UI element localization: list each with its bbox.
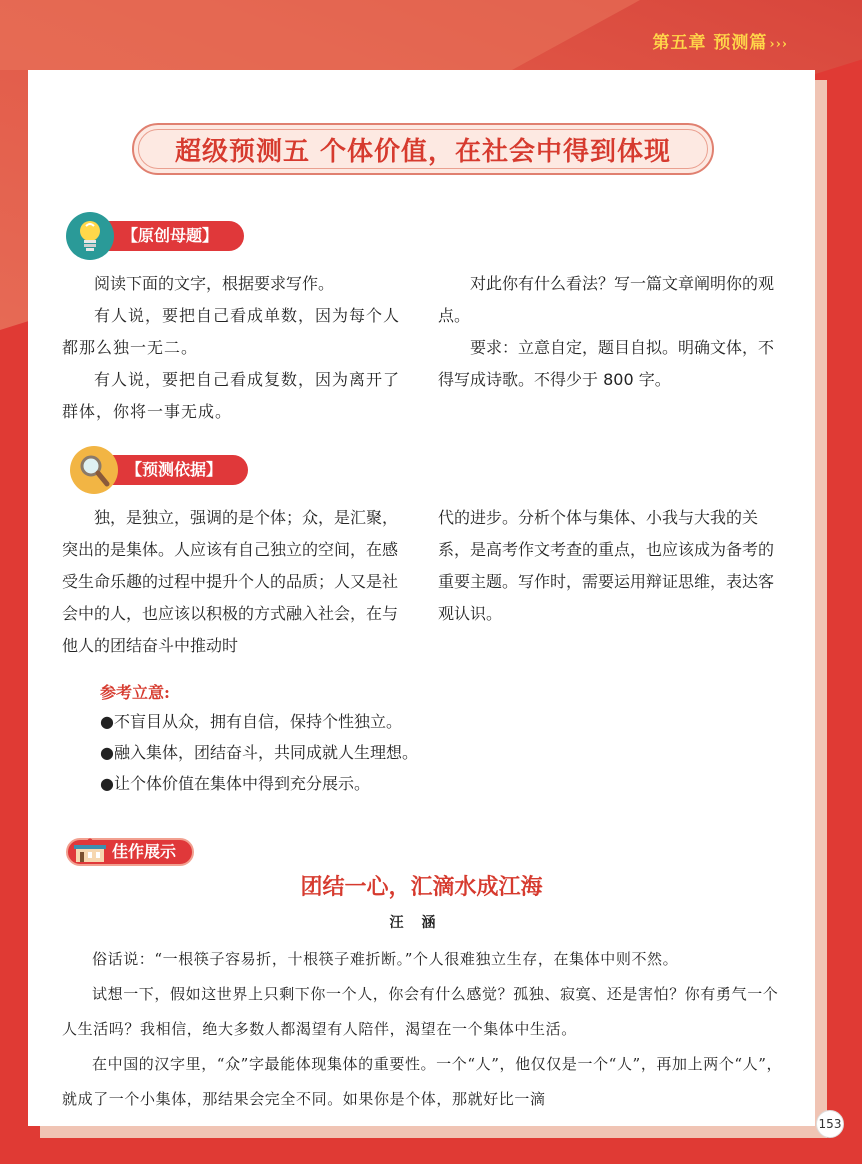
chapter-title: 第五章 预测篇	[652, 33, 768, 53]
section-basis	[70, 446, 250, 492]
original-quote-2: 有人说，要把自己看成复数，因为离开了群体，你将一事无成。	[62, 370, 401, 421]
original-requirements: 要求：立意自定，题目自拟。明确文体，不得写成诗歌。不得少于 800 字。	[438, 338, 775, 389]
page-title: 超级预测五 个体价值，在社会中得到体现	[174, 136, 672, 167]
chevron-right-icon: ›››	[769, 37, 788, 52]
reference-item: ●不盲目从众，拥有自信，保持个性独立。	[100, 712, 402, 731]
reference-item: ●融入集体，团结奋斗，共同成就人生理想。	[100, 743, 418, 762]
page-number: 153	[816, 1110, 844, 1138]
essay-paragraph: 试想一下，假如这世界上只剩下你一个人，你会有什么感觉？孤独、寂寞、还是害怕？你有勇气一个人生活吗？我相信，绝大多数人都渴望有人陪伴，渴望在一个集体中生活。	[62, 985, 779, 1038]
page	[28, 70, 815, 1126]
magnifier-icon	[70, 446, 118, 494]
essay-paragraph: 俗话说：“一根筷子容易折，十根筷子难折断。”个人很难独立生存，在集体中则不然。	[92, 950, 679, 968]
section-showcase-label: 佳作展示	[66, 838, 194, 866]
section-basis-label: 【预测依据】	[106, 455, 248, 485]
lightbulb-icon	[66, 212, 114, 260]
original-question: 对此你有什么看法？写一篇文章阐明你的观点。	[438, 274, 775, 325]
essay-author: 汪涵	[389, 915, 454, 931]
chapter-header	[652, 28, 788, 53]
reference-item: ●让个体价值在集体中得到充分展示。	[100, 774, 370, 793]
essay-body	[62, 942, 792, 1117]
section-showcase	[66, 834, 194, 870]
section-original	[66, 212, 246, 258]
building-icon	[72, 838, 108, 870]
original-instruction: 阅读下面的文字，根据要求写作。	[94, 274, 335, 293]
title-banner	[132, 123, 714, 175]
basis-right-column	[438, 502, 788, 630]
original-quote-1: 有人说，要把自己看成单数，因为每个人都那么独一无二。	[62, 306, 401, 357]
reference-title: 参考立意:	[100, 683, 170, 702]
basis-text-right: 代的进步。分析个体与集体、小我与大我的关系，是高考作文考查的重点，也应该成为备考的重要主题。写作时，需要运用辩证思维，表达客观认识。	[438, 508, 775, 623]
basis-text-left: 独，是独立，强调的是个体；众，是汇聚，突出的是集体。人应该有自己独立的空间，在感受生命乐趣的过程中提升个人的品质；人又是社会中的人，也应该以积极的方式融入社会，在与他人的团结奋斗中推动时	[62, 508, 399, 655]
basis-left-column	[62, 502, 412, 662]
original-left-column	[62, 268, 412, 428]
reference-list	[100, 706, 418, 799]
essay-title: 团结一心，汇滴水成江海	[300, 875, 543, 900]
section-original-label: 【原创母题】	[102, 221, 244, 251]
essay-paragraph: 在中国的汉字里，“众”字最能体现集体的重要性。一个“人”，他仅仅是一个“人”，再加上两个“人”，就成了一个小集体，那结果会完全不同。如果你是个体，那就好比一滴	[62, 1055, 783, 1108]
original-right-column	[438, 268, 788, 396]
